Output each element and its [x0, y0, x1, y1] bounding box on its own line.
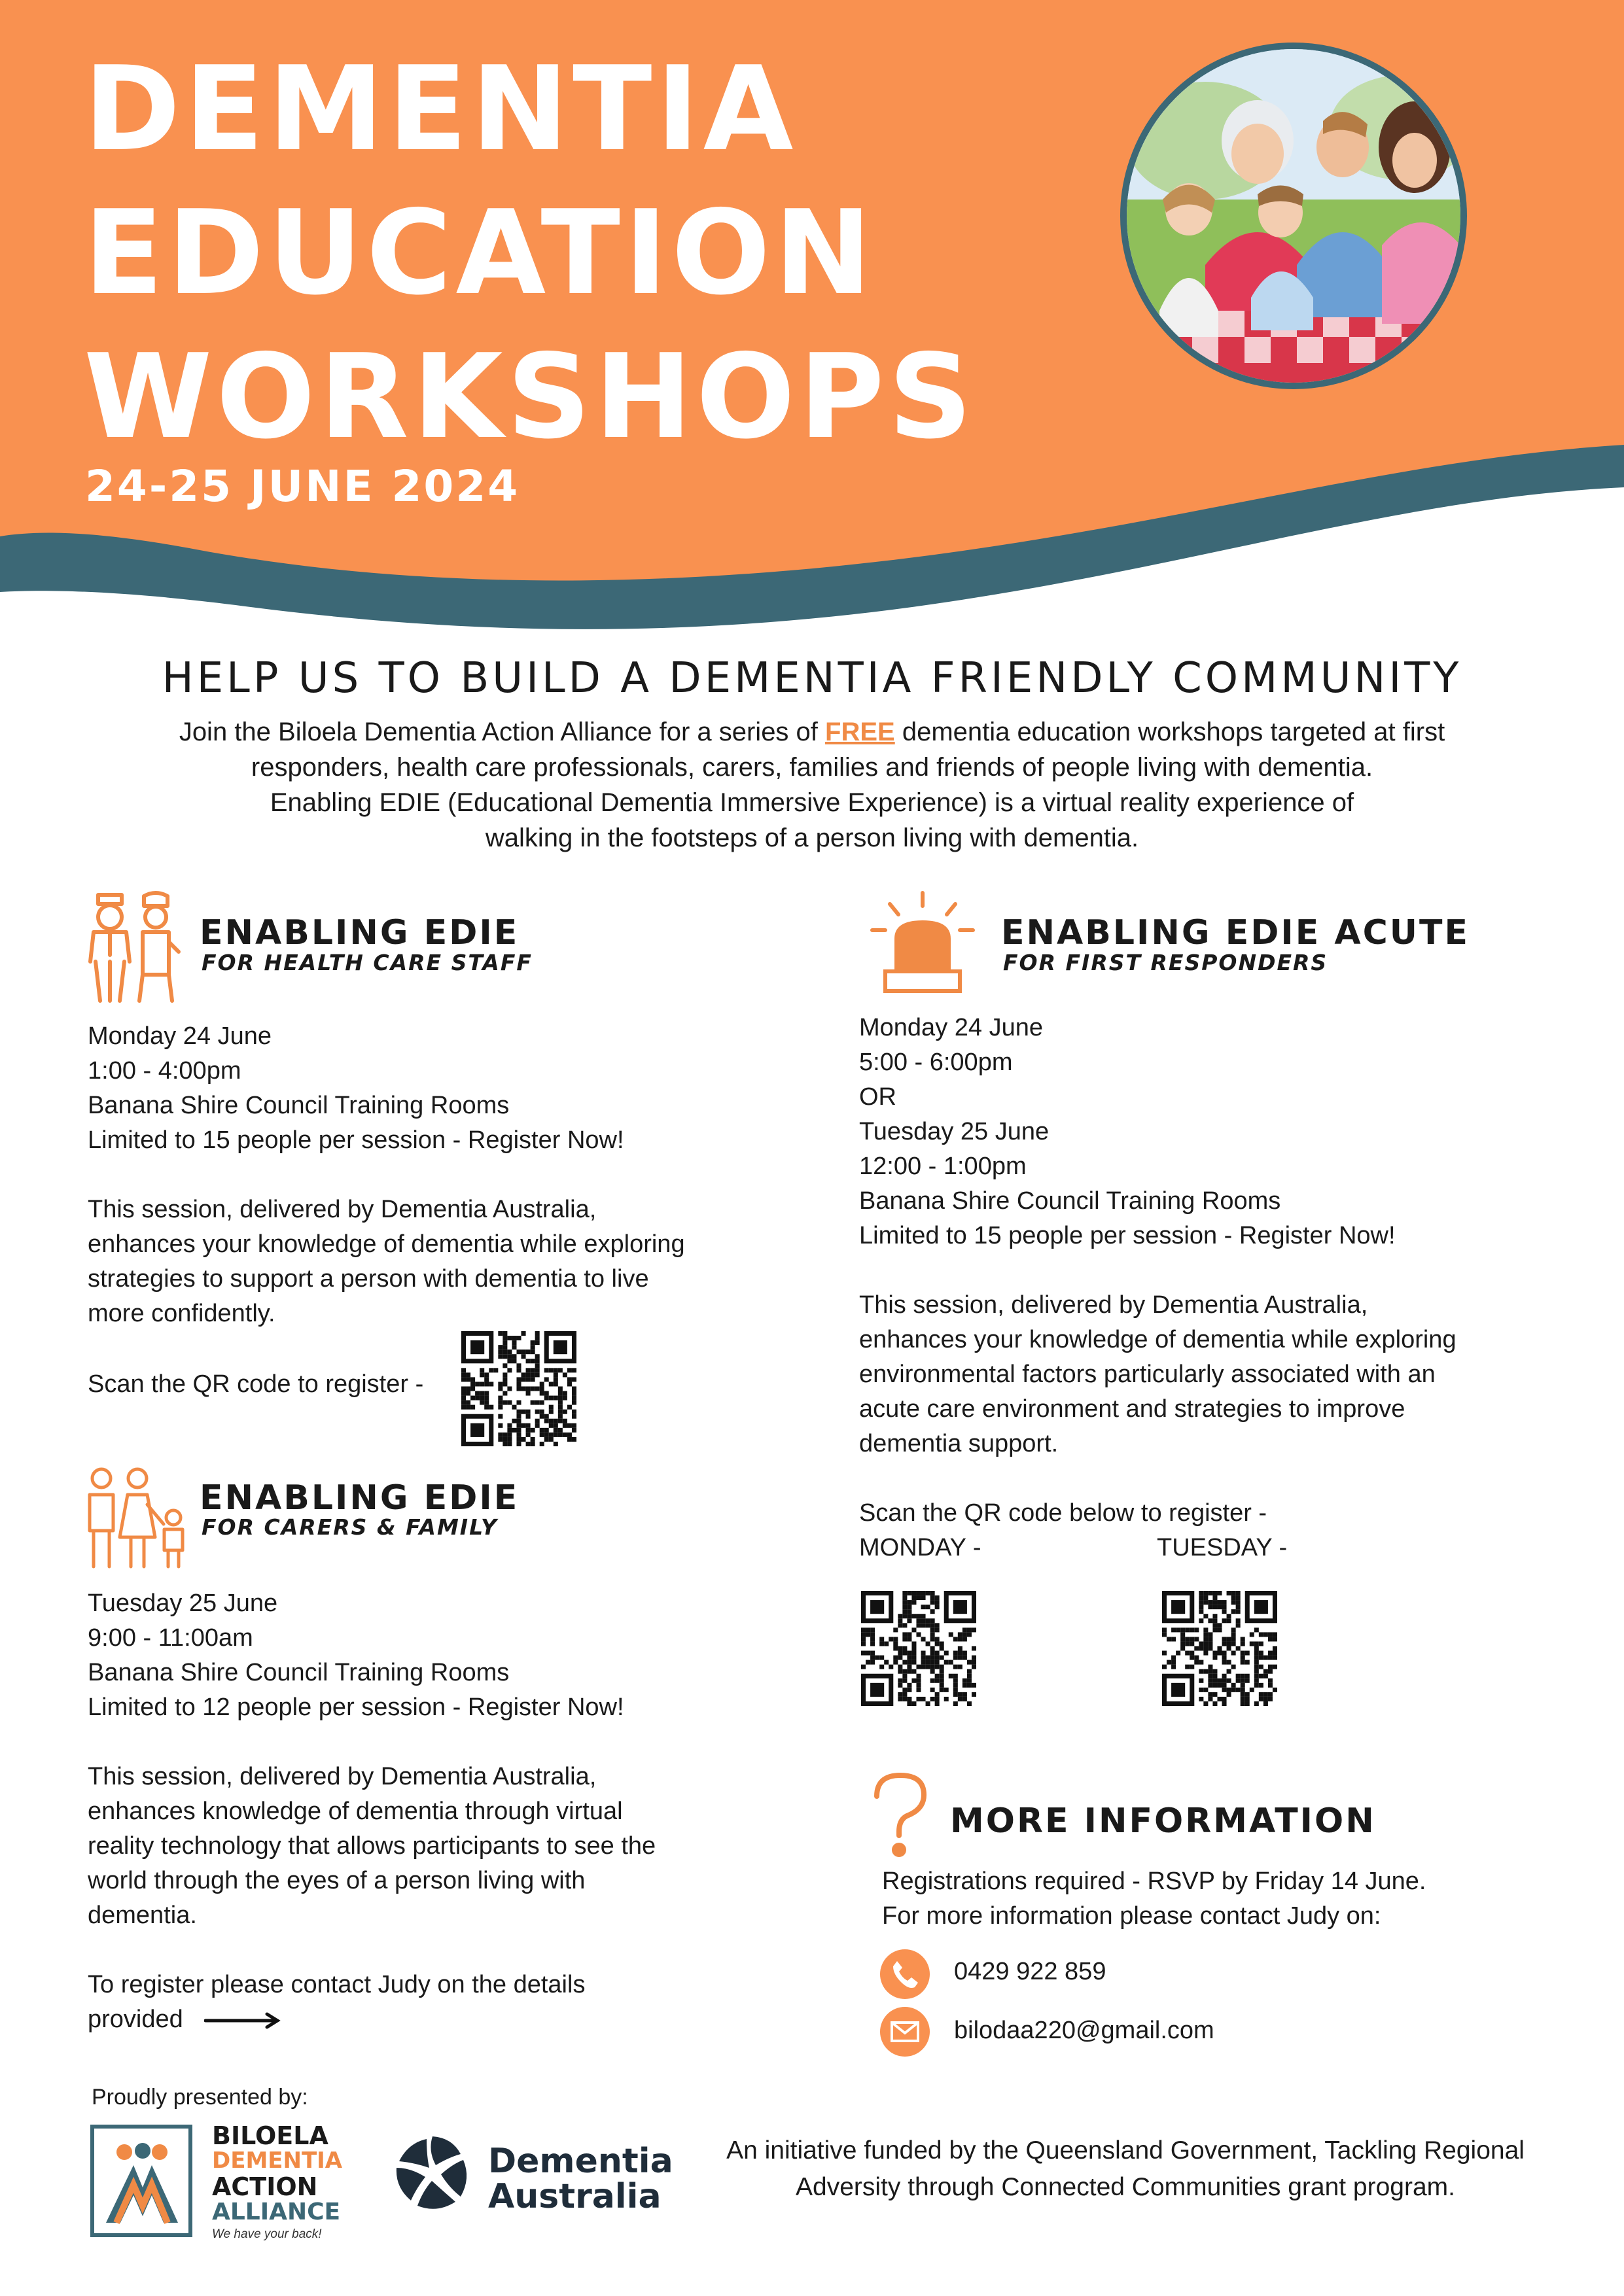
acute-time-1: 5:00 - 6:00pm [859, 1049, 1013, 1076]
title-line-3: WORKSHOPS [84, 329, 976, 464]
acute-desc-4: acute care environment and strategies to improve [859, 1395, 1405, 1423]
carers-desc-4: world through the eyes of a person living with [88, 1867, 586, 1894]
intro-paragraph-2: Enabling EDIE (Educational Dementia Immersive Experience) is a virtual reality experience of walking in the footsteps of a person living with dementia. [270, 788, 1354, 852]
question-mark-icon [869, 1771, 931, 1860]
dementia-australia-logo [390, 2126, 678, 2218]
dementia-australia-logo-word-2: Australia [488, 2177, 662, 2216]
acute-qr-label: Scan the QR code below to register - [859, 1499, 1267, 1527]
health-care-qr-label: Scan the QR code to register - [88, 1370, 424, 1398]
arrow-right-icon [204, 2011, 283, 2030]
acute-title: ENABLING EDIE ACUTE [1001, 913, 1470, 952]
carers-family-icon [82, 1465, 193, 1570]
health-care-staff-icon [84, 890, 182, 1004]
more-info-line-1: Registrations required - RSVP by Friday 14 June. [882, 1868, 1426, 1895]
carers-desc-3: reality technology that allows participants to see the [88, 1832, 656, 1860]
bdaa-logo-word-3: ACTION [212, 2172, 318, 2201]
health-care-desc-4: more confidently. [88, 1300, 275, 1327]
dementia-australia-logo-mark [390, 2131, 475, 2216]
health-care-time: 1:00 - 4:00pm [88, 1057, 241, 1085]
dementia-australia-logo-word-1: Dementia [488, 2142, 673, 2181]
health-care-details [88, 1019, 768, 1331]
bdaa-logo [90, 2119, 345, 2241]
carers-title: ENABLING EDIE [200, 1478, 520, 1518]
bdaa-logo-tagline: We have your back! [212, 2227, 322, 2241]
acute-qr-day-labels [859, 1531, 1579, 1565]
funding-note: An initiative funded by the Queensland Government, Tackling Regional Adversity through Connected Communities grant program. [726, 2136, 1525, 2201]
carers-limit: Limited to 12 people per session - Register Now! [88, 1694, 624, 1721]
carers-register-line-2: provided [88, 2002, 768, 2037]
health-care-limit: Limited to 15 people per session - Register Now! [88, 1126, 624, 1154]
bdaa-logo-word-2: DEMENTIA [212, 2148, 343, 2174]
acute-day-2: Tuesday 25 June [859, 1118, 1050, 1145]
family-photo [1120, 43, 1467, 389]
carers-desc-1: This session, delivered by Dementia Australia, [88, 1763, 597, 1790]
bdaa-logo-word-4: ALLIANCE [212, 2199, 341, 2225]
acute-time-2: 12:00 - 1:00pm [859, 1153, 1027, 1180]
more-info-line-2: For more information please contact Judy on: [882, 1902, 1381, 1930]
acute-desc-5: dementia support. [859, 1430, 1059, 1457]
acute-or: OR [859, 1083, 896, 1111]
more-info-title: MORE INFORMATION [950, 1801, 1376, 1841]
presented-by: Proudly presented by: [92, 2085, 308, 2110]
monday-label: MONDAY - [859, 1534, 981, 1561]
monday-qr-code[interactable] [861, 1591, 976, 1706]
title-line-2: EDUCATION [84, 185, 876, 321]
carers-register-line-1: To register please contact Judy on the details [88, 1971, 586, 1998]
health-care-venue: Banana Shire Council Training Rooms [88, 1092, 510, 1119]
health-care-day: Monday 24 June [88, 1022, 272, 1050]
carers-day: Tuesday 25 June [88, 1590, 278, 1617]
intro-paragraph-1: Join the Biloela Dementia Action Alliance for a series of FREE dementia education workshops targeted at first responders, health care professionals, carers, families and friends of people living with dementia. [179, 718, 1445, 782]
carers-desc-2: enhances knowledge of dementia through virtual [88, 1798, 623, 1825]
acute-desc-2: enhances your knowledge of dementia while exploring [859, 1326, 1456, 1353]
carers-time: 9:00 - 11:00am [88, 1624, 253, 1652]
health-care-title: ENABLING EDIE [200, 913, 520, 952]
acute-subtitle: FOR FIRST RESPONDERS [1003, 950, 1328, 975]
more-info-details [882, 1864, 1602, 1934]
health-care-qr-code[interactable] [461, 1331, 576, 1446]
health-care-desc-3: strategies to support a person with dementia to live [88, 1265, 649, 1293]
health-care-desc-2: enhances your knowledge of dementia while exploring [88, 1230, 685, 1258]
carers-desc-5: dementia. [88, 1902, 197, 1929]
tuesday-qr-code[interactable] [1162, 1591, 1277, 1706]
event-date: 24-25 JUNE 2024 [85, 461, 520, 512]
acute-day-1: Monday 24 June [859, 1014, 1043, 1041]
acute-details [859, 1011, 1579, 1565]
acute-venue: Banana Shire Council Training Rooms [859, 1187, 1281, 1215]
email-icon [880, 2007, 930, 2057]
title-line-1: DEMENTIA [84, 41, 798, 177]
acute-desc-1: This session, delivered by Dementia Australia, [859, 1291, 1368, 1319]
contact-email[interactable]: bilodaa220@gmail.com [954, 2017, 1214, 2044]
acute-limit: Limited to 15 people per session - Register Now! [859, 1222, 1396, 1249]
siren-icon [867, 890, 978, 998]
phone-icon [880, 1949, 930, 1999]
tuesday-label: TUESDAY - [1157, 1534, 1288, 1561]
health-care-desc-1: This session, delivered by Dementia Australia, [88, 1196, 597, 1223]
tagline: HELP US TO BUILD A DEMENTIA FRIENDLY COMMUNITY [162, 654, 1462, 703]
intro-text [118, 714, 1506, 856]
carers-subtitle: FOR CARERS & FAMILY [202, 1514, 498, 1540]
contact-phone[interactable]: 0429 922 859 [954, 1958, 1106, 1985]
free-highlight: FREE [825, 718, 895, 746]
carers-details [88, 1586, 768, 2037]
bdaa-logo-word-1: BILOELA [212, 2121, 328, 2150]
bdaa-logo-mark [90, 2125, 192, 2237]
carers-venue: Banana Shire Council Training Rooms [88, 1659, 510, 1686]
health-care-subtitle: FOR HEALTH CARE STAFF [202, 950, 533, 975]
acute-desc-3: environmental factors particularly associated with an [859, 1361, 1436, 1388]
